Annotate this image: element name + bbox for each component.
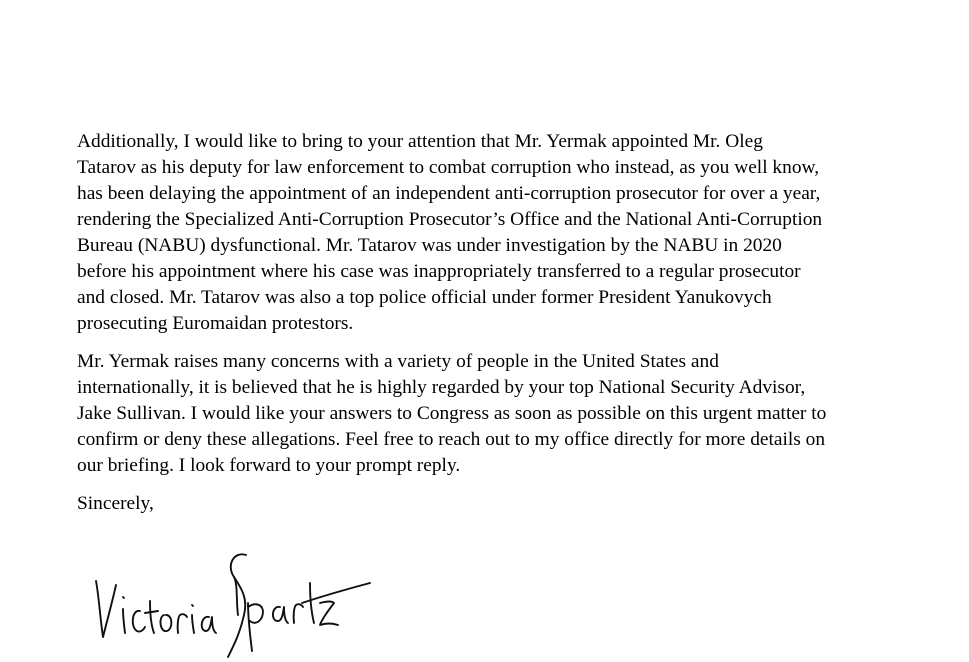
text-line: Tatarov as his deputy for law enforcement to combat corruption who instead, as you well know, [77, 157, 820, 178]
letter-body [77, 129, 917, 517]
text-line: our briefing. I look forward to your prompt reply. [77, 455, 461, 476]
text-line: internationally, it is believed that he is highly regarded by your top National Security Advisor, [77, 377, 806, 398]
text-line: Additionally, I would like to bring to your attention that Mr. Yermak appointed Mr. Oleg [77, 131, 763, 152]
paragraph-yermak-concerns [77, 349, 917, 479]
closing-salutation: Sincerely, [77, 493, 154, 514]
text-line: Jake Sullivan. I would like your answers to Congress as soon as possible on this urgent matter to [77, 403, 827, 424]
paragraph-tatarov [77, 129, 917, 337]
text-line: before his appointment where his case was inappropriately transferred to a regular prosecutor [77, 261, 801, 282]
text-line: Bureau (NABU) dysfunctional. Mr. Tatarov was under investigation by the NABU in 2020 [77, 235, 782, 256]
text-line: Mr. Yermak raises many concerns with a variety of people in the United States and [77, 351, 719, 372]
text-line: prosecuting Euromaidan protestors. [77, 313, 354, 334]
handwritten-signature [88, 545, 378, 662]
text-line: has been delaying the appointment of an independent anti-corruption prosecutor for over a year, [77, 183, 821, 204]
text-line: and closed. Mr. Tatarov was also a top police official under former President Yanukovych [77, 287, 772, 308]
text-line: rendering the Specialized Anti-Corruption Prosecutor’s Office and the National Anti-Corruption [77, 209, 823, 230]
text-line: confirm or deny these allegations. Feel free to reach out to my office directly for more details on [77, 429, 826, 450]
